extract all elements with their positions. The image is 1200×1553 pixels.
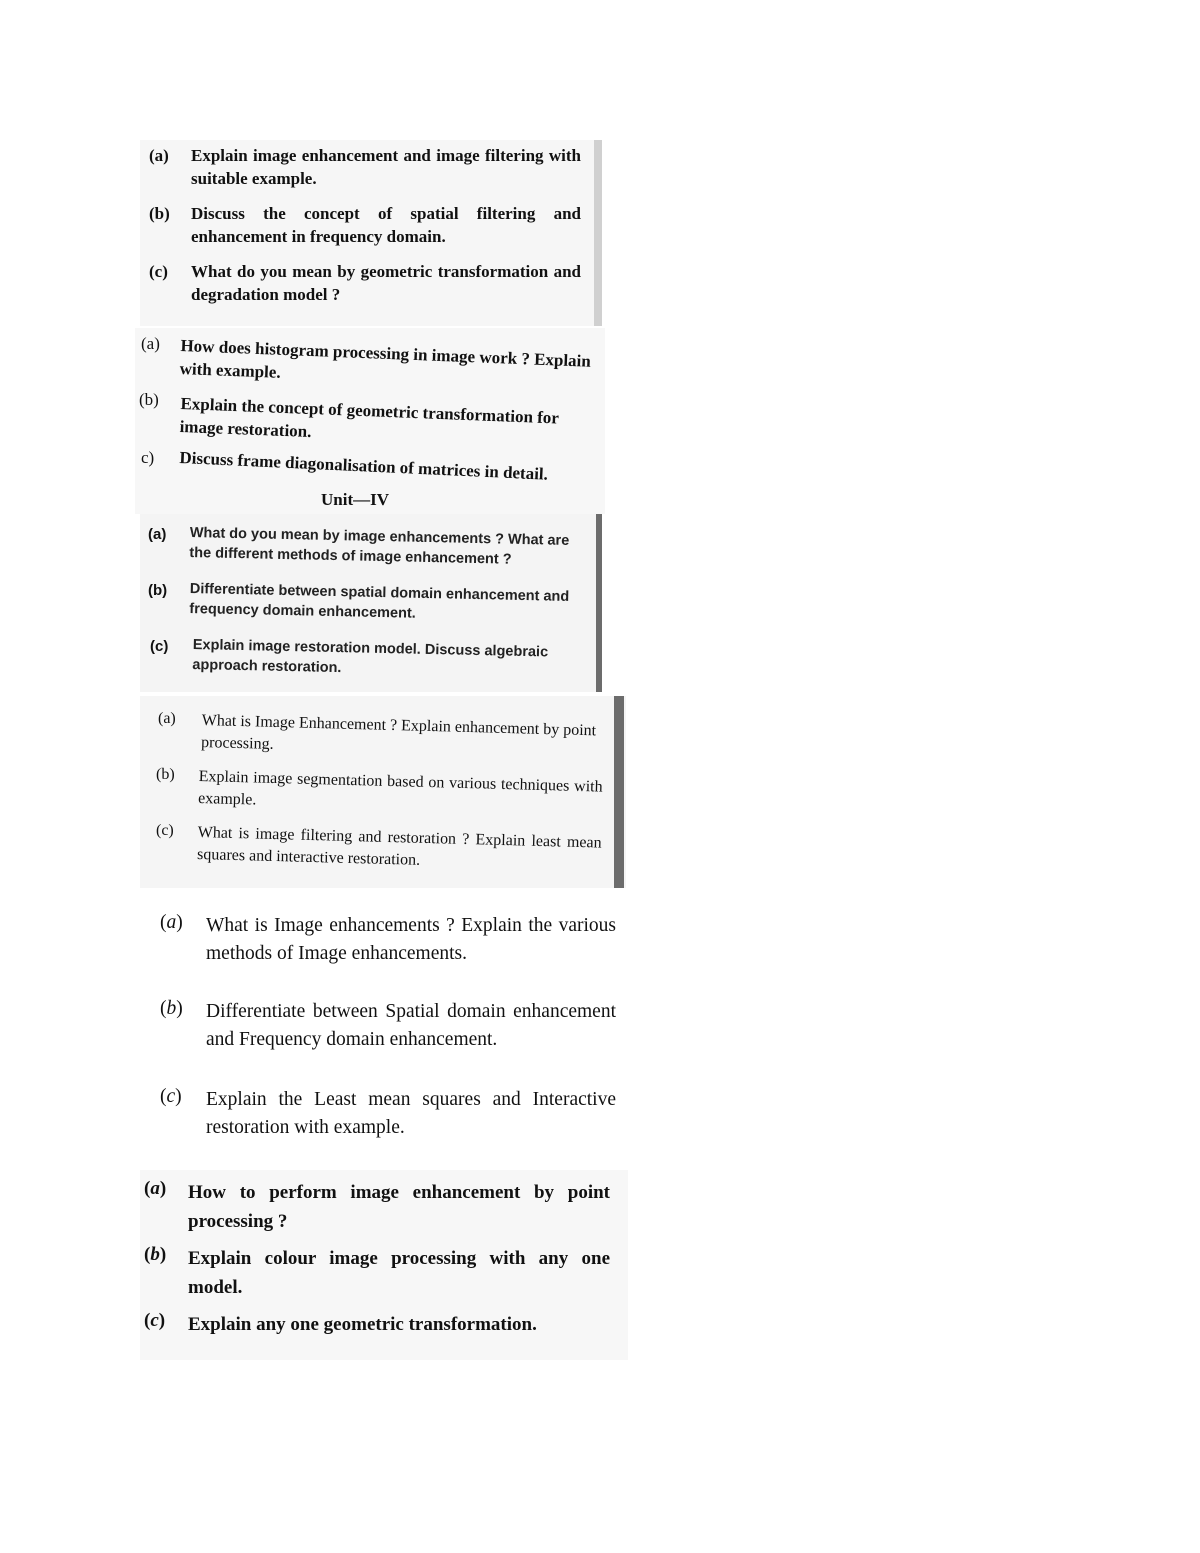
- question-text: Explain the Least mean squares and Interactive restoration with example.: [206, 1089, 616, 1139]
- question-text: Discuss the concept of spatial filtering and enhancement in frequency domain.: [191, 204, 581, 247]
- question-label: (b): [144, 1244, 167, 1265]
- question-label: (a): [144, 1178, 167, 1199]
- question-block-6: [140, 1170, 628, 1360]
- question-text: How does histogram processing in image work ? Explain with example.: [179, 335, 592, 382]
- question-text: Explain image segmentation based on various techniques with example.: [197, 767, 603, 809]
- question-label-letter: c: [150, 1310, 159, 1331]
- question-label-letter: a: [166, 912, 177, 933]
- question-label: (c): [149, 262, 168, 281]
- scan-edge: [594, 140, 602, 326]
- question-label: (a): [158, 710, 176, 727]
- question-text: What is Image enhancements ? Explain the various methods of Image enhancements.: [206, 915, 616, 965]
- question-text: Discuss frame diagonalisation of matrices in detail.: [179, 447, 549, 484]
- question-text: Differentiate between spatial domain enhancement and frequency domain enhancement.: [189, 580, 570, 622]
- question-label: (a): [149, 146, 169, 165]
- question-label: (c): [156, 822, 174, 839]
- question-text: Explain the concept of geometric transformation for image restoration.: [179, 393, 559, 442]
- question-text: Explain any one geometric transformation.: [188, 1314, 537, 1335]
- question-label-letter: c: [166, 1086, 176, 1107]
- question-label: (b): [156, 766, 175, 783]
- question-label-letter: b: [166, 998, 177, 1019]
- question-label: (c): [160, 1086, 182, 1107]
- question-text: How to perform image enhancement by point processing ?: [188, 1182, 610, 1233]
- question-block-2: [135, 328, 605, 514]
- question-text: What do you mean by geometric transformation and degradation model ?: [191, 262, 581, 305]
- question-label: (c): [144, 1310, 166, 1331]
- scan-edge: [614, 696, 624, 888]
- question-label-letter: a: [150, 1178, 160, 1199]
- question-block-3: [140, 514, 602, 692]
- question-text: What do you mean by image enhancements ? What are the different methods of image enhancement ?: [189, 524, 570, 568]
- question-text: Explain colour image processing with any one model.: [188, 1248, 610, 1299]
- question-label: (a): [160, 912, 183, 933]
- question-text: What is Image Enhancement ? Explain enhancement by point processing.: [200, 711, 597, 753]
- question-label: (b): [149, 204, 170, 223]
- question-label: (a): [141, 334, 160, 353]
- question-block-1: [140, 140, 602, 326]
- question-block-5: [140, 906, 630, 1146]
- question-label: (b): [139, 390, 159, 409]
- question-text: Explain image enhancement and image filtering with suitable example.: [191, 146, 581, 189]
- scan-edge: [596, 514, 602, 692]
- question-text: Differentiate between Spatial domain enhancement and Frequency domain enhancement.: [206, 1001, 616, 1051]
- question-block-4: [140, 696, 626, 888]
- question-text: Explain image restoration model. Discuss algebraic approach restoration.: [192, 636, 549, 676]
- question-label-letter: b: [150, 1244, 160, 1265]
- question-label: (b): [160, 998, 183, 1019]
- question-label: c): [141, 448, 155, 467]
- question-label: (b): [148, 582, 168, 599]
- question-text: What is image filtering and restoration ? Explain least mean squares and interactive restoration.: [196, 823, 602, 869]
- question-label: (c): [150, 638, 169, 655]
- section-heading: Unit—IV: [320, 490, 389, 509]
- question-label: (a): [148, 526, 167, 543]
